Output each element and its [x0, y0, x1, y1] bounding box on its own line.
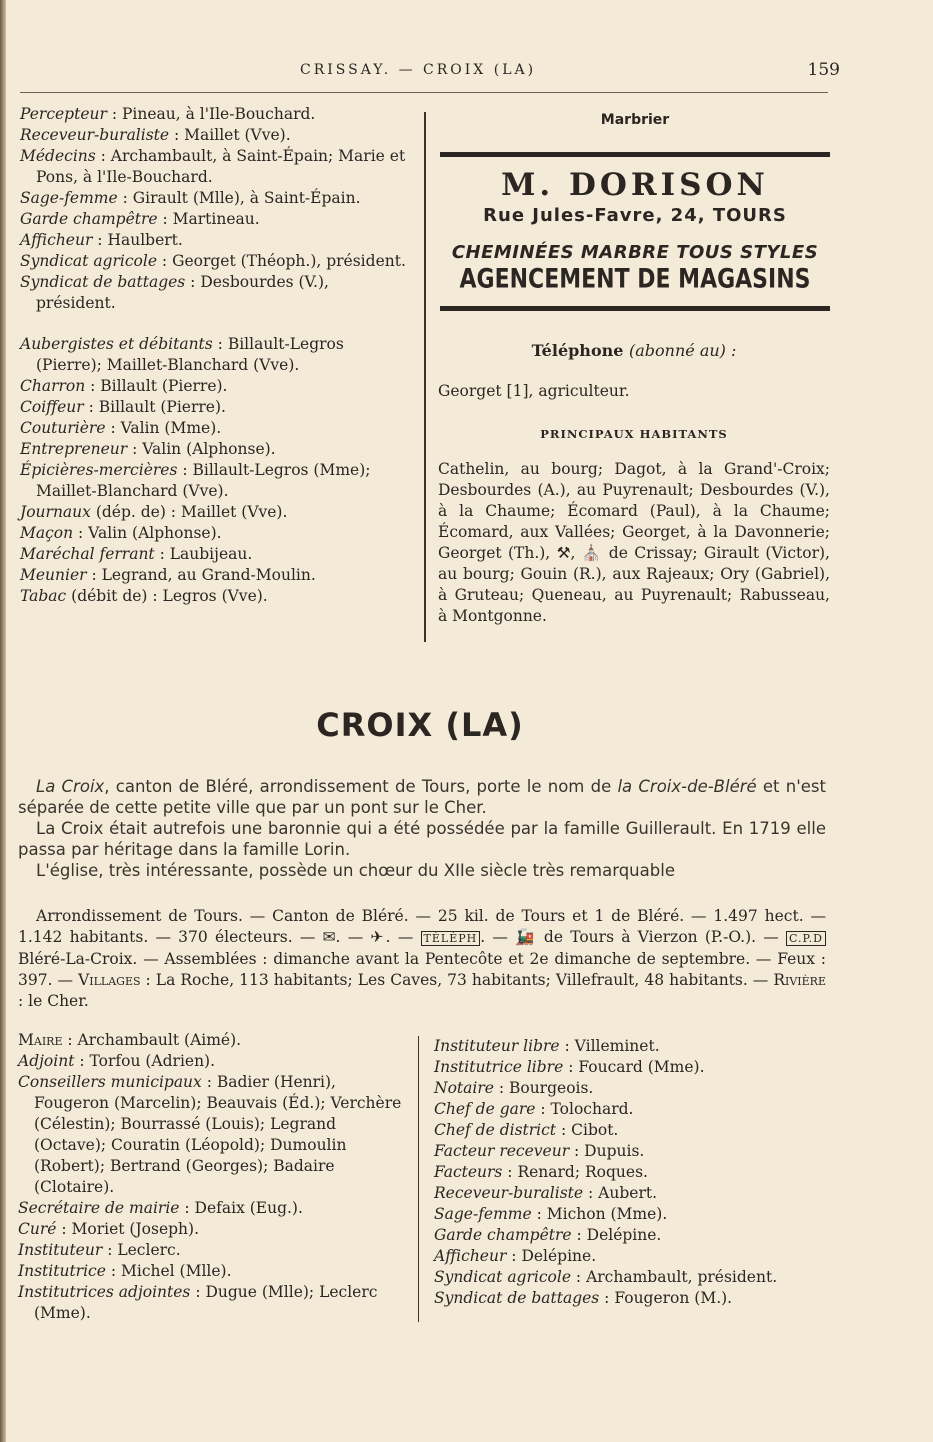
intro-paragraph: La Croix était autrefois une baronnie qui a été possédée par la famille Guillerault. En 1719 elle passa par héritage dans la famille Lorin.	[18, 819, 826, 859]
list-item: Adjoint : Torfou (Adrien).	[18, 1052, 216, 1070]
list-item: Notaire : Bourgeois.	[434, 1079, 594, 1097]
list-item: Chef de district : Cibot.	[434, 1121, 619, 1139]
croix-officials-right	[434, 1036, 829, 1309]
cpd-box: C.P.D	[786, 931, 826, 946]
ad-business-name: M. DORISON	[501, 167, 769, 203]
officials-list	[20, 104, 412, 314]
list-item: Institutrice libre : Foucard (Mme).	[434, 1058, 705, 1076]
list-item: Facteurs : Renard; Roques.	[434, 1163, 648, 1181]
list-item: Couturière : Valin (Mme).	[20, 419, 222, 437]
list-item: Garde champêtre : Martineau.	[20, 210, 260, 228]
list-item: Garde champêtre : Delépine.	[434, 1226, 662, 1244]
intro-paragraph: L'église, très intéressante, possède un chœur du XIIe siècle très remarquable	[36, 861, 675, 880]
ad-rule-top	[440, 152, 830, 157]
list-item: Chef de gare : Tolochard.	[434, 1100, 634, 1118]
principaux-heading: PRINCIPAUX HABITANTS	[540, 427, 728, 441]
intro-text	[18, 776, 826, 881]
list-item: Maréchal ferrant : Laubijeau.	[20, 545, 253, 563]
list-item: Maçon : Valin (Alphonse).	[20, 524, 222, 542]
list-item: Meunier : Legrand, au Grand-Moulin.	[20, 566, 316, 584]
crissay-right-column	[438, 340, 830, 627]
principaux-text: Cathelin, au bourg; Dagot, à la Grand'-Croix; Desbourdes (A.), au Puyrenault; Desbourdes (V.), à la Chaume; Écomard (Paul), à la Chaume; Écomard, aux Vallées; Georget, à la Davonnerie; Georget (Th.), ⚒, ⛪ de Crissay; Girault (Victor), au bourg; Gouin (R.), aux Rajeaux; Ory (Gabriel), à Gruteau; Queneau, au Puyrenault; Rabusseau, à Montgonne.	[438, 460, 830, 625]
crissay-column	[20, 104, 412, 607]
stats-paragraph: Arrondissement de Tours. — Canton de Bléré. — 25 kil. de Tours et 1 de Bléré. — 1.497 hect. — 1.142 habitants. — 370 électeurs. — ✉. — ✈. — TÉLÉPH . — 🚂 de Tours à Vierzon (P.-O.). — C.P.D Bléré-La-Croix. — Assemblées : dimanche avant la Pentecôte et 2e dimanche de septembre. — Feux : 397. — Villages : La Roche, 113 habitants; Les Caves, 73 habitants; Villefrault, 48 habitants. — Rivière : le Cher.	[18, 907, 826, 1010]
list-item: Facteur receveur : Dupuis.	[434, 1142, 645, 1160]
list-item: Sage-femme : Girault (Mlle), à Saint-Épain.	[20, 189, 361, 207]
list-item: Syndicat agricole : Georget (Théoph.), président.	[20, 252, 406, 270]
header-rule	[20, 92, 828, 93]
list-item: Percepteur : Pineau, à l'Ile-Bouchard.	[20, 105, 316, 123]
trades-list	[20, 334, 412, 607]
list-item: Secrétaire de mairie : Defaix (Eug.).	[18, 1199, 303, 1217]
ad-category: Marbrier	[600, 112, 670, 128]
telephone-entry: Georget [1], agriculteur.	[438, 382, 630, 400]
telephone-heading: Téléphone (abonné au) :	[531, 341, 737, 360]
list-item: Entrepreneur : Valin (Alphonse).	[20, 440, 276, 458]
list-item: Syndicat de battages : Fougeron (M.).	[434, 1289, 733, 1307]
list-item: Syndicat agricole : Archambault, président.	[434, 1268, 778, 1286]
list-item: Aubergistes et débitants : Billault-Legros (Pierre); Maillet-Blanchard (Vve).	[20, 335, 344, 374]
list-item: Sage-femme : Michon (Mme).	[434, 1205, 668, 1223]
page-number: 159	[807, 60, 840, 80]
advertisement	[440, 104, 830, 311]
list-item: Institutrices adjointes : Dugue (Mlle); Leclerc (Mme).	[18, 1283, 378, 1322]
ad-headline: AGENCEMENT DE MAGASINS	[459, 264, 811, 295]
list-item: Afficheur : Haulbert.	[20, 231, 183, 249]
list-item: Syndicat de battages : Desbourdes (V.), président.	[20, 273, 329, 312]
list-item: Charron : Billault (Pierre).	[20, 377, 228, 395]
column-divider	[418, 1036, 419, 1322]
telephone-box: TÉLÉPH	[421, 931, 481, 946]
list-item: Curé : Moriet (Joseph).	[18, 1220, 200, 1238]
list-item: Receveur-buraliste : Maillet (Vve).	[20, 126, 291, 144]
list-item: Tabac (débit de) : Legros (Vve).	[20, 587, 268, 605]
list-item: Épicières-mercières : Billault-Legros (Mme); Maillet-Blanchard (Vve).	[20, 461, 371, 500]
list-item: Instituteur : Leclerc.	[18, 1241, 181, 1259]
list-item: Institutrice : Michel (Mlle).	[18, 1262, 232, 1280]
list-item: Afficheur : Delépine.	[434, 1247, 597, 1265]
list-item: Receveur-buraliste : Aubert.	[434, 1184, 658, 1202]
list-item: Journaux (dép. de) : Maillet (Vve).	[20, 503, 288, 521]
list-item: Instituteur libre : Villeminet.	[434, 1037, 660, 1055]
list-item: Médecins : Archambault, à Saint-Épain; Marie et Pons, à l'Ile-Bouchard.	[20, 147, 406, 186]
list-item: Coiffeur : Billault (Pierre).	[20, 398, 226, 416]
ad-slogan: CHEMINÉES MARBRE TOUS STYLES	[451, 242, 819, 263]
ad-rule-bottom	[440, 306, 830, 311]
column-divider	[424, 112, 426, 642]
list-item: Conseillers municipaux : Badier (Henri), Fougeron (Marcelin); Beauvais (Éd.); Verchère (Célestin); Bourrassé (Louis); Legrand (Octave); Couratin (Léopold); Dumoulin (Robert); Bertrand (Georges); Badaire (Clotaire).	[18, 1073, 402, 1196]
list-item: Maire : Archambault (Aimé).	[18, 1031, 242, 1049]
running-header	[20, 62, 840, 84]
section-title: CROIX (LA)	[316, 706, 524, 744]
header-title: CRISSAY. — CROIX (LA)	[300, 62, 537, 78]
croix-officials-left	[18, 1030, 403, 1324]
ad-address: Rue Jules-Favre, 24, TOURS	[483, 205, 787, 226]
intro-paragraph: La Croix, canton de Bléré, arrondissement de Tours, porte le nom de la Croix-de-Bléré et n'est séparée de cette petite ville que par un pont sur le Cher.	[18, 777, 826, 817]
